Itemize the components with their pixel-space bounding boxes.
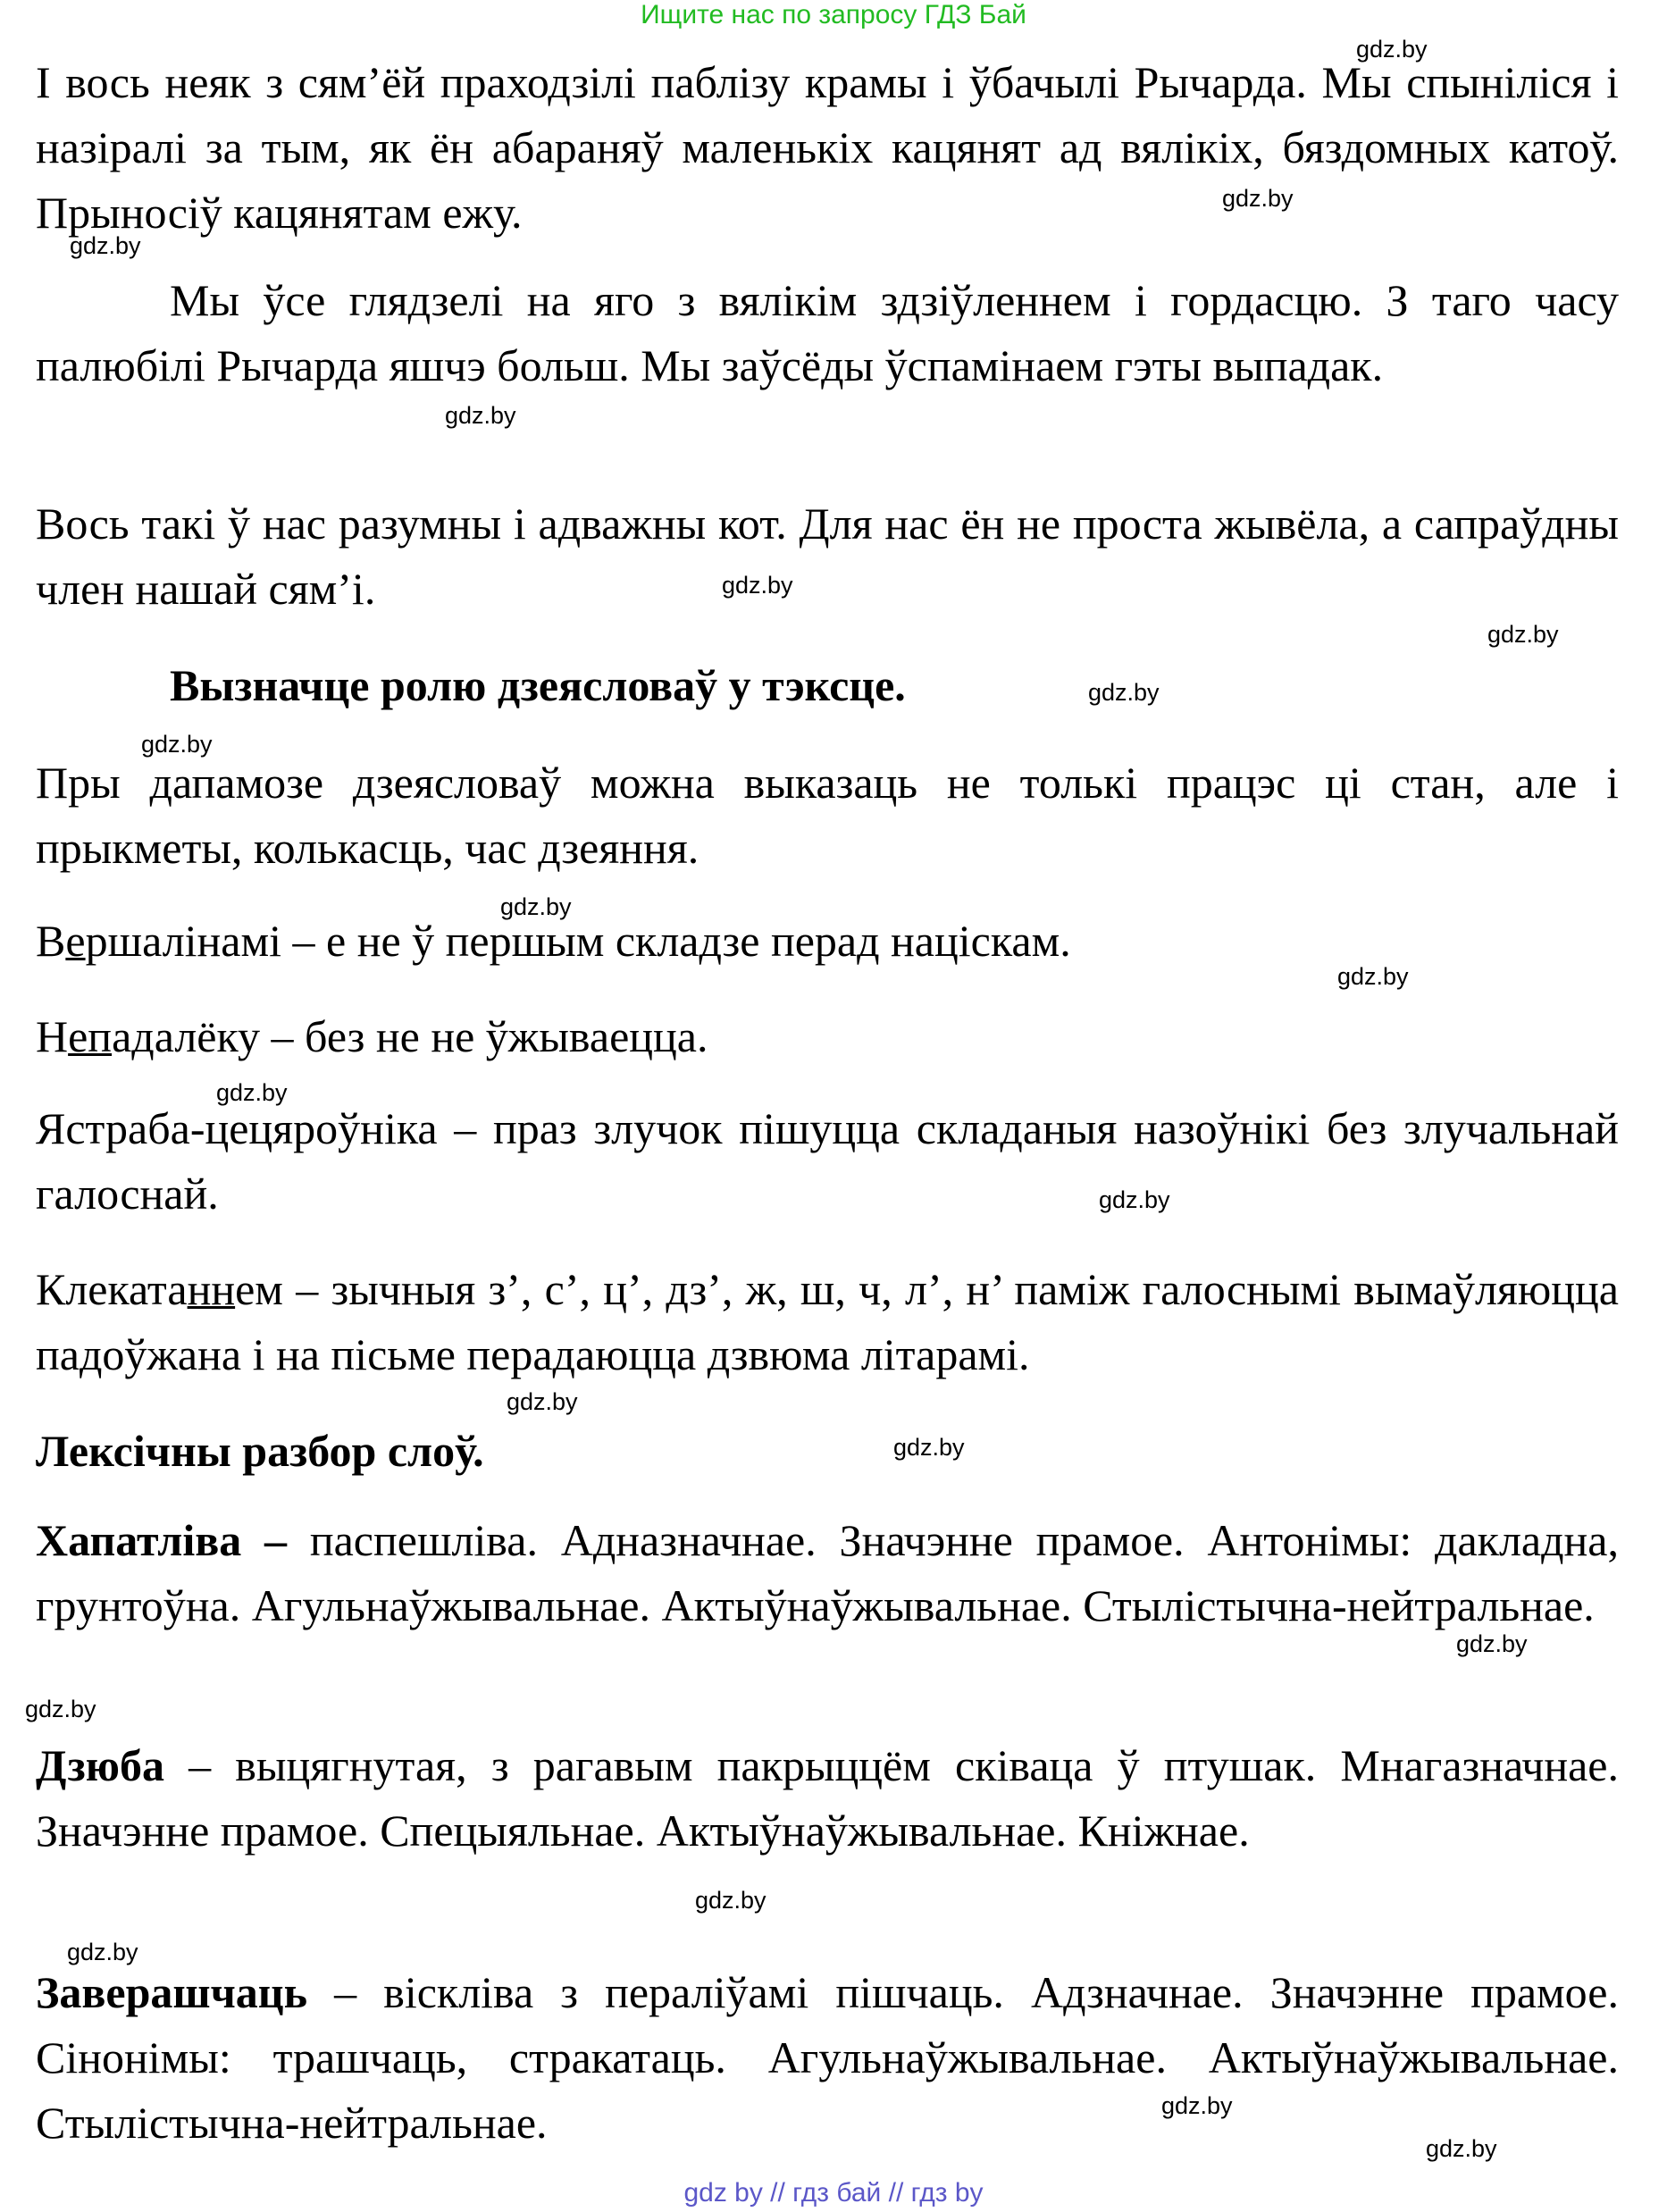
paragraph-8: Клекатаннем – зычныя з’, с’, ц’, дз’, ж, ш, ч, л’, н’ паміж галоснымі вымаўляюцца падоўжана і на пісьме перадаюцца дзвюма літарамі.: [36, 1264, 1619, 1379]
watermark: gdz.by: [1456, 1630, 1528, 1657]
watermark: gdz.by: [141, 731, 213, 758]
watermark: gdz.by: [1426, 2135, 1497, 2162]
watermark: gdz.by: [695, 1887, 766, 1914]
watermark: gdz.by: [1337, 963, 1409, 990]
paragraph-6: Непадалёку – без не не ўжываецца.: [36, 1011, 708, 1061]
watermark: gdz.by: [1222, 185, 1294, 212]
watermark: gdz.by: [216, 1079, 288, 1106]
watermark: gdz.by: [1161, 2092, 1233, 2119]
paragraph-2: Мы ўсе глядзелі на яго з вялікім здзіўленнем і гордасцю. З таго часу палюбілі Рычарда яшчэ больш. Мы заўсёды ўспамінаем гэты выпадак.: [36, 275, 1619, 390]
paragraph-3: Вось такі ў нас разумны і адважны кот. Для нас ён не проста жывёла, а сапраўдны член нашай сям’і.: [36, 499, 1619, 614]
bottom-banner: gdz by // гдз бай // гдз by: [683, 2178, 984, 2208]
watermark: gdz.by: [67, 1939, 138, 1965]
watermark: gdz.by: [1487, 621, 1559, 648]
watermark: gdz.by: [1356, 36, 1428, 63]
watermark: gdz.by: [70, 232, 141, 259]
watermark: gdz.by: [1088, 679, 1160, 706]
paragraph-1: І вось неяк з сям’ёй праходзілі паблізу крамы і ўбачылі Рычарда. Мы спыніліся і назіралі за тым, як ён абараняў маленькіх кацянят ад вялікіх, бяздомных катоў. Прыносіў кацянятам ежу.: [36, 57, 1619, 238]
paragraph-7: Ястраба-цецяроўніка – праз злучок пішуцца складаныя назоўнікі без злучальнай галоснай.: [36, 1103, 1619, 1219]
paragraph-5: Вершалінамі – е не ў першым складзе перад націскам.: [36, 916, 1071, 966]
watermark: gdz.by: [1099, 1186, 1170, 1213]
watermark: gdz.by: [445, 402, 516, 429]
watermark: gdz.by: [893, 1434, 965, 1461]
paragraph-11: Заверашчаць – віскліва з пераліўамі пішчаць. Адзначнае. Значэнне прамое. Сінонімы: трашчаць, стракатаць. Агульнаўжывальнае. Актыўнаўжывальнае. Стылістычна-нейтральнае.: [36, 1967, 1619, 2148]
watermark: gdz.by: [722, 572, 793, 599]
watermark: gdz.by: [500, 893, 572, 920]
heading-verb-role: Вызначце ролю дзеясловаў у тэксце.: [170, 660, 906, 710]
paragraph-10: Дзюба – выцягнутая, з рагавым пакрыццём сківаца ў птушак. Мнагазначнае. Значэнне прамое. Спецыяльнае. Актыўнаўжывальнае. Кніжнае.: [36, 1740, 1619, 1856]
paragraph-9: Хапатліва – паспешліва. Адназначнае. Значэнне прамое. Антонімы: дакладна, грунтоўна. Агульнаўжывальнае. Актыўнаўжывальнае. Стылістычна-нейтральнае.: [36, 1515, 1619, 1630]
paragraph-4: Пры дапамозе дзеясловаў можна выказаць не толькі працэс ці стан, але і прыкметы, колькасць, час дзеяння.: [36, 758, 1619, 873]
top-banner: Ищите нас по запросу ГДЗ Бай: [641, 0, 1026, 29]
heading-lexical-analysis: Лексічны разбор слоў.: [36, 1426, 484, 1476]
watermark: gdz.by: [507, 1388, 578, 1415]
watermark: gdz.by: [25, 1696, 96, 1722]
